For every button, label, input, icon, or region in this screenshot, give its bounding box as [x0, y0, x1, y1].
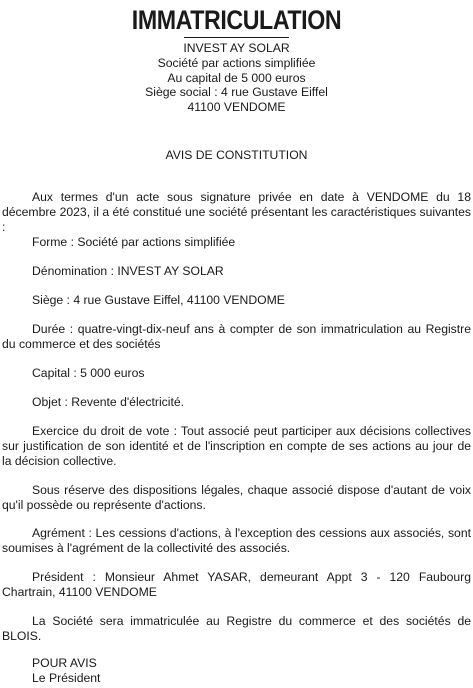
paragraph: La Société sera immatriculée au Registre du commerce et des sociétés de BLOIS.: [2, 614, 471, 644]
paragraph-siege: [2, 293, 471, 308]
paragraph: Siège : 4 rue Gustave Eiffel, 41100 VENDOME: [32, 293, 285, 307]
company-name: INVEST AY SOLAR: [183, 41, 290, 55]
signature-pour-avis: POUR AVIS: [32, 656, 97, 670]
paragraph-agrement: [2, 526, 471, 556]
paragraph: Forme : Société par actions simplifiée: [32, 235, 236, 249]
notice-type: AVIS DE CONSTITUTION: [165, 148, 308, 162]
paragraph-voix: [2, 483, 471, 513]
paragraph: Président : Monsieur Ahmet YASAR, demeurant Appt 3 - 120 Faubourg Chartrain, 41100 VENDOME: [2, 570, 471, 600]
paragraph: Dénomination : INVEST AY SOLAR: [32, 264, 224, 278]
paragraph-president: [2, 570, 471, 600]
paragraph: Objet : Revente d'électricité.: [32, 395, 185, 409]
company-form: Société par actions simplifiée: [157, 55, 316, 70]
paragraph-registre: [2, 614, 471, 644]
company-address: Siège social : 4 rue Gustave Eiffel: [145, 85, 328, 100]
signature-role: Le Président: [32, 670, 101, 685]
signature-block: [32, 656, 100, 686]
company-capital: Au capital de 5 000 euros: [167, 70, 306, 85]
paragraph-forme: [2, 235, 471, 250]
paragraph: Sous réserve des dispositions légales, chaque associé dispose d'autant de voix qu'il possède ou représente d'actions.: [2, 483, 471, 513]
paragraph: Capital : 5 000 euros: [32, 366, 145, 380]
paragraph-intro: [2, 190, 471, 236]
notice-title: IMMATRICULATION: [131, 5, 342, 35]
paragraph: Durée : quatre-vingt-dix-neuf ans à compter de son immatriculation au Registre du commerce et des sociétés: [2, 322, 471, 352]
company-header: [0, 41, 473, 115]
paragraph-denomination: [2, 264, 471, 279]
paragraph: Aux termes d'un acte sous signature privée en date à VENDOME du 18 décembre 2023, il a été constitué une société présentant les caractéristiques suivantes :: [2, 190, 471, 235]
paragraph: Exercice du droit de vote : Tout associé peut participer aux décisions collectives sur justification de son identité et de l'inscription en compte de ses actions au jour de la décision collective.: [2, 424, 471, 469]
company-city: 41100 VENDOME: [187, 100, 286, 115]
paragraph-capital: [2, 366, 471, 381]
paragraph-objet: [2, 395, 471, 410]
paragraph-vote: [2, 424, 471, 470]
paragraph-duree: [2, 322, 471, 352]
title-underline: [184, 37, 289, 38]
paragraph: Agrément : Les cessions d'actions, à l'exception des cessions aux associés, sont soumises à l'agrément de la collectivité des associés.: [2, 526, 471, 556]
